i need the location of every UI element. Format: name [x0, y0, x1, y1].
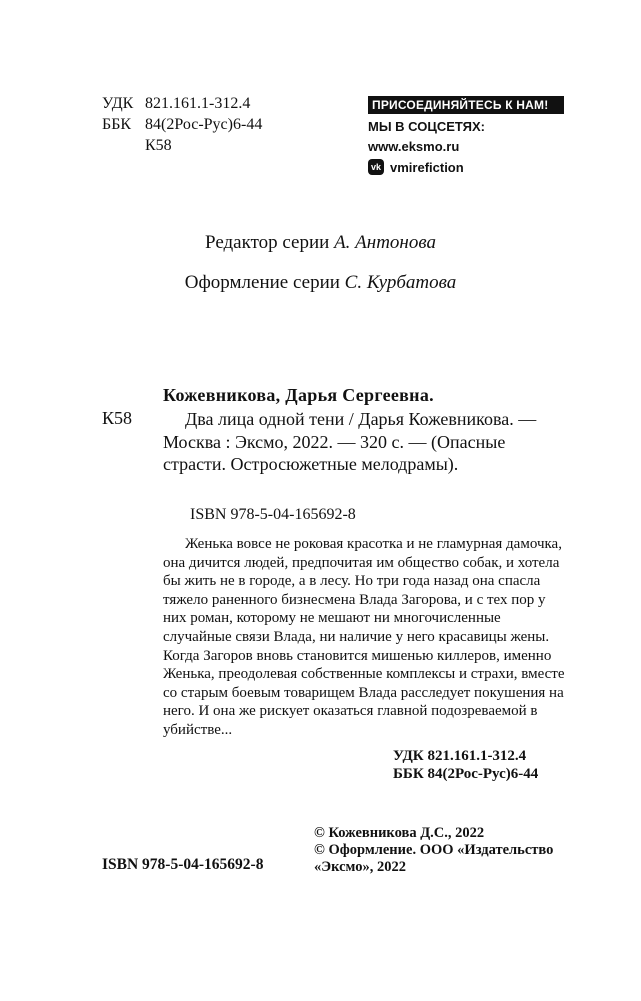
editor-role: Редактор серии	[205, 232, 335, 253]
join-us-banner: ПРИСОЕДИНЯЙТЕСЬ К НАМ!	[368, 96, 564, 114]
isbn-footer: ISBN 978-5-04-165692-8	[102, 856, 264, 873]
editor-name: А. Антонова	[334, 232, 436, 253]
website-link[interactable]: www.eksmo.ru	[368, 139, 460, 154]
copyright-author: © Кожевникова Д.С., 2022	[314, 825, 485, 841]
design-role: Оформление серии	[184, 272, 345, 293]
annotation-text: Женька вовсе не роковая красотка и не гламурная дамочка, она дичится людей, предпочитая им общество собак, и хотела бы жить не в городе, а в лесу. Но три года назад она спасла тяжело раненного бизнесмена Влада Загорова, и с тех пор у них роман, которому не мешают ни многочисленные случайные связи Влада, ни наличие у него красавицы жены. Когда Загоров вновь становится мишенью киллеров, именно Женька, преодолевая собственные комплексы и страхи, вместе со старым боевым товарищем Влада расследует покушения на него. И она же рискует оказаться главной подозреваемой в убийстве...	[163, 536, 565, 738]
series-design	[0, 272, 641, 294]
udk-label: УДК	[102, 95, 134, 112]
copyright-block	[314, 825, 574, 876]
bibliography-description	[163, 408, 569, 476]
social-subtitle: МЫ В СОЦСЕТЯХ:	[368, 119, 486, 134]
design-name: С. Курбатова	[344, 272, 457, 293]
author-mark: К58	[145, 137, 172, 154]
social-block	[368, 96, 566, 175]
bbk-label: ББК	[102, 116, 132, 133]
classification-bottom	[393, 747, 538, 783]
vk-icon: vk	[368, 159, 384, 175]
udk-value: 821.161.1-312.4	[145, 95, 251, 112]
vk-handle: vmirefiction	[390, 159, 464, 175]
vk-link[interactable]	[368, 159, 566, 175]
description-text: Два лица одной тени / Дарья Кожевникова. — Москва : Эксмо, 2022. — 320 с. — (Опасные страсти. Остросюжетные мелодрамы).	[163, 409, 537, 474]
series-editor	[0, 232, 641, 254]
copyright-publisher: © Оформление. ООО «Издательство «Эксмо», 2022	[314, 842, 554, 875]
author-heading: Кожевникова, Дарья Сергеевна.	[163, 385, 434, 405]
bbk-value: 84(2Рос-Рус)6-44	[145, 116, 263, 133]
bbk-bottom: ББК 84(2Рос-Рус)6-44	[393, 766, 539, 782]
isbn-bibliographic: ISBN 978-5-04-165692-8	[190, 506, 356, 523]
classification-codes	[102, 93, 262, 156]
annotation	[163, 535, 569, 740]
udk-bottom: УДК 821.161.1-312.4	[393, 748, 527, 764]
bibliography-mark: К58	[102, 408, 133, 428]
